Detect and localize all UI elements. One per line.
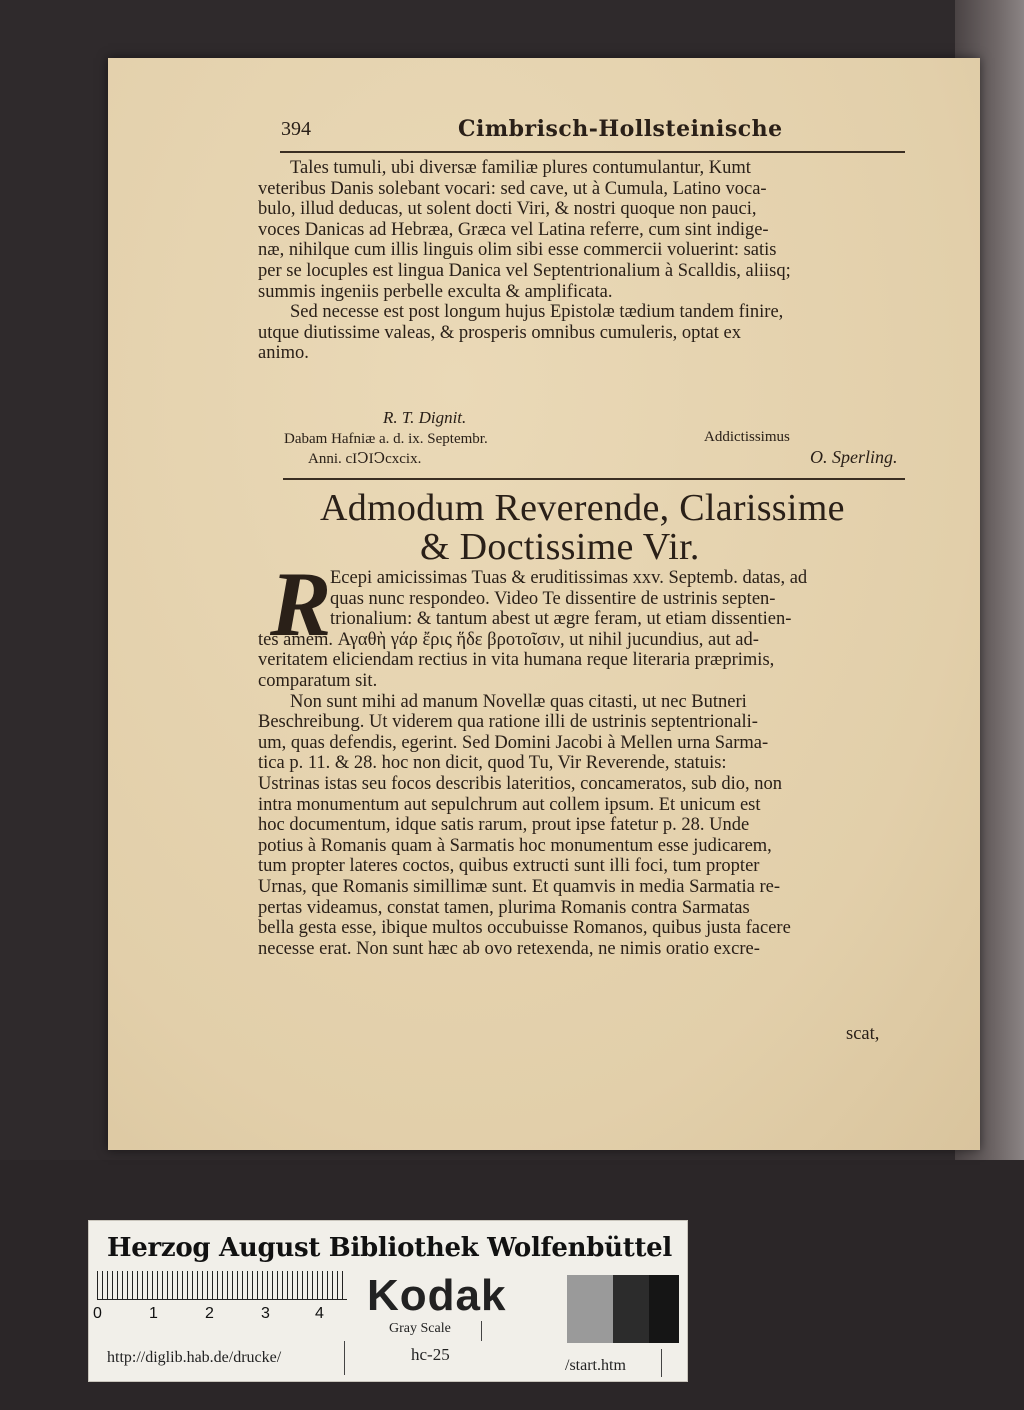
page-number: 394 bbox=[281, 118, 311, 140]
ruler-number: 2 bbox=[205, 1305, 214, 1322]
letter2-line: Urnas, que Romanis simillimæ sunt. Et quamvis in media Sarmatia re- bbox=[258, 876, 781, 897]
drop-cap: R bbox=[270, 553, 332, 655]
kodak-logo: Kodak bbox=[367, 1271, 507, 1320]
gray-patch-mid bbox=[613, 1275, 649, 1343]
letter2-line: quas nunc respondeo. Video Te dissentire de ustrinis septen- bbox=[330, 588, 776, 609]
letter2-line: tum propter lateres coctos, quibus extructi sunt illi foci, tum propter bbox=[258, 856, 760, 877]
letter2-line: tes amem. Αγαθὴ γάρ ἔρις ἥδε βροτοῖσιν, ut nihil jucundius, aut ad- bbox=[258, 629, 759, 650]
letter2-line: Non sunt mihi ad manum Novellæ quas citasti, ut nec Butneri bbox=[290, 691, 747, 712]
letter1-line: næ, nihilque cum illis linguis olim sibi esse commercii voluerint: satis bbox=[258, 240, 777, 261]
letter1-line: veteribus Danis solebant vocari: sed cave, ut à Cumula, Latino voca- bbox=[258, 178, 767, 199]
date-line-2: Anni. cIↃIↃcxcix. bbox=[308, 451, 422, 467]
letter1-line: utque diutissime valeas, & prosperis omnibus cumuleris, optat ex bbox=[258, 322, 741, 343]
catchword: scat, bbox=[846, 1024, 880, 1044]
header-rule bbox=[280, 151, 905, 153]
letter2-line: Ecepi amicissimas Tuas & eruditissimas xxv. Septemb. datas, ad bbox=[330, 568, 808, 588]
letter1-line: summis ingeniis perbelle exculta & amplificata. bbox=[258, 281, 613, 302]
letter2-line: Beschreibung. Ut viderem qua ratione illi de ustrinis septentrionali- bbox=[258, 712, 758, 733]
letter2-line: tica p. 11. & 28. hoc non dicit, quod Tu, Vir Reverende, statuis: bbox=[258, 753, 727, 774]
scale-ruler bbox=[97, 1271, 347, 1300]
letter1-line: animo. bbox=[258, 343, 309, 364]
signature: O. Sperling. bbox=[810, 447, 898, 467]
letter2-line: potius à Romanis quam à Sarmatis hoc monumentum esse judicarem, bbox=[258, 835, 772, 856]
letter2-line: necesse erat. Non sunt hæc ab ovo retexenda, ne nimis oratio excre- bbox=[258, 938, 760, 959]
library-label bbox=[88, 1220, 688, 1382]
separator bbox=[344, 1341, 345, 1375]
book-page bbox=[108, 58, 980, 1150]
letter2-line: Ustrinas istas seu focos describis lateritios, concameratos, sub dio, non bbox=[258, 773, 783, 794]
letter2-line: um, quas defendis, egerint. Sed Domini Jacobi à Mellen urna Sarma- bbox=[258, 732, 769, 753]
letter2-heading-line2: & Doctissime Vir. bbox=[420, 526, 700, 568]
letter1-line: Tales tumuli, ubi diversæ familiæ plures contumulantur, Kumt bbox=[290, 158, 751, 178]
library-title: Herzog August Bibliothek Wolfenbüttel bbox=[107, 1233, 673, 1263]
separator bbox=[481, 1321, 482, 1341]
letter2-line: bella gesta esse, ibique multos occubuisse Romanos, quibus justa facere bbox=[258, 918, 791, 939]
letter2-line: veritatem eliciendam rectius in vita humana reque literaria præprimis, bbox=[258, 650, 775, 671]
closing: Addictissimus bbox=[704, 429, 790, 445]
library-url: http://diglib.hab.de/drucke/ bbox=[107, 1349, 282, 1366]
letter1-line: per se locuples est lingua Danica vel Septentrionalium à Scalldis, aliisq; bbox=[258, 260, 791, 281]
letter2-heading-line1: Admodum Reverende, Clarissime bbox=[320, 487, 845, 529]
ruler-number: 3 bbox=[261, 1305, 270, 1322]
start-page: /start.htm bbox=[565, 1357, 626, 1374]
letter2-line: trionalium: & tantum abest ut ægre feram, ut etiam dissentien- bbox=[330, 609, 792, 630]
date-line-1: Dabam Hafniæ a. d. ix. Septembr. bbox=[284, 431, 488, 447]
letter1-line: bulo, illud deducas, ut solent docti Viri, & nostri quoque non pauci, bbox=[258, 199, 757, 220]
ruler-number: 1 bbox=[149, 1305, 158, 1322]
ruler-number: 4 bbox=[315, 1305, 324, 1322]
salutation: R. T. Dignit. bbox=[383, 408, 467, 427]
letter2-body bbox=[258, 568, 807, 959]
letter2-line: comparatum sit. bbox=[258, 670, 378, 691]
letter1-line: voces Danicas ad Hebræa, Græca vel Latina referre, cum sint indige- bbox=[258, 219, 769, 240]
gray-patch-light bbox=[567, 1275, 613, 1343]
ruler-number: 0 bbox=[93, 1305, 102, 1322]
running-head: Cimbrisch-Hollsteinische bbox=[458, 116, 783, 142]
shelfmark: hc-25 bbox=[411, 1345, 450, 1364]
letter2-line: intra monumentum aut sepulchrum aut collem ipsum. Et unicum est bbox=[258, 794, 761, 815]
section-rule bbox=[283, 478, 905, 480]
letter1-body bbox=[258, 158, 791, 364]
letter2-line: hoc documentum, idque satis rarum, prout ipse fatetur p. 28. Unde bbox=[258, 815, 750, 836]
letter1-line: Sed necesse est post longum hujus Epistolæ tædium tandem finire, bbox=[290, 302, 784, 323]
gray-patch-dark bbox=[649, 1275, 679, 1343]
gray-scale-label: Gray Scale bbox=[389, 1321, 451, 1336]
separator bbox=[661, 1349, 662, 1377]
letter2-line: pertas videamus, constat tamen, plurima Romanis contra Sarmatas bbox=[258, 897, 750, 918]
